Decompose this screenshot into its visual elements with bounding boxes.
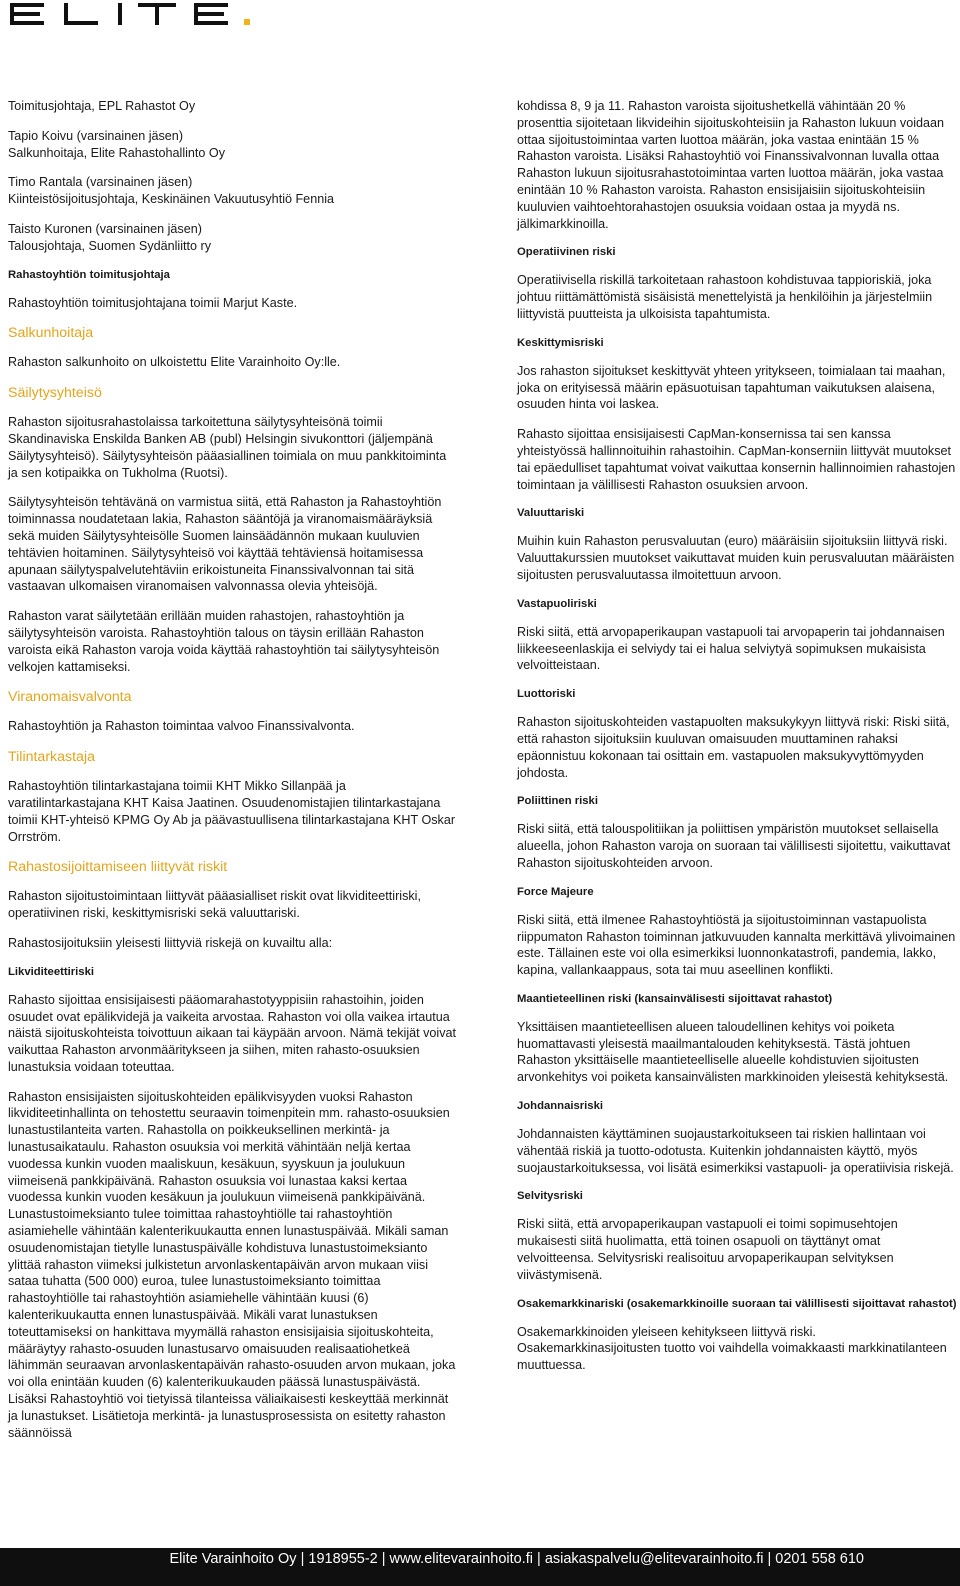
subheading: Likviditeettiriski <box>8 965 95 978</box>
paragraph: Rahaston sijoituskohteiden vastapuolten maksukykyyn liittyvä riski: Riski siitä, että rahaston sijoituksiin kuuluvan omaisuuden muuttaminen rahaksi epäonnistuu kokonaan tai osittain em. vastapuolen maksukyvyttömyyden johdosta. <box>517 715 950 780</box>
paragraph: Yksittäisen maantieteellisen alueen taloudellinen kehitys voi poiketa huomattavasti yleisestä maailmantalouden kehityksestä. Tästä johtuen Rahaston yksittäiselle maantieteelliselle alueelle kohdistuvien sijoitusten arvonkehitys voi poiketa kansainvälisten markkinoiden yleisestä kehityksestä. <box>517 1019 949 1085</box>
text-line: Timo Rantala (varsinainen jäsen) <box>8 175 193 190</box>
paragraph <box>8 174 458 208</box>
subheading: Osakemarkkinariski (osakemarkkinoille suoraan tai välillisesti sijoittavat rahastot) <box>517 1297 957 1310</box>
section-heading: Rahastosijoittamiseen liittyvät riskit <box>8 859 228 876</box>
paragraph: Rahastosijoituksiin yleisesti liittyviä riskejä on kuvailtu alla: <box>8 935 333 950</box>
subheading: Keskittymisriski <box>517 336 604 349</box>
paragraph: Osakemarkkinoiden yleiseen kehitykseen liittyvä riski. Osakemarkkinasijoitusten tuotto voi vaihdella voimakkaasti markkinatilanteen muuttuessa. <box>517 1324 947 1373</box>
paragraph: Riski siitä, että ilmenee Rahastoyhtiöstä ja sijoitustoiminnan vastapuolista riippumaton Rahaston toiminnan jatkuvuuden kannalta merkittävä ylivoimainen este. Tällainen este voi olla esimerkiksi luonnonkatastrofi, pandemia, lakko, kapina, vallankaappaus, sota tai muu aseellinen konflikti. <box>517 912 956 978</box>
paragraph: Rahastoyhtiön ja Rahaston toimintaa valvoo Finanssivalvonta. <box>8 719 355 734</box>
paragraph: Riski siitä, että talouspolitiikan ja poliittisen ympäristön muutokset sellaisella alueella, johon Rahaston varoja on suoraan tai välillisesti sijoitettu, vaikuttavat Rahaston sijoituskohteiden arvoon. <box>517 822 951 870</box>
subheading: Maantieteellinen riski (kansainvälisesti sijoittavat rahastot) <box>517 992 833 1005</box>
paragraph: Rahaston sijoitustoimintaan liittyvät pääasialliset riskit ovat likviditeettiriski, operatiivinen riski, keskittymisriski sekä valuuttariski. <box>8 889 421 921</box>
text-line: Talousjohtaja, Suomen Sydänliitto ry <box>8 238 212 253</box>
subheading: Force Majeure <box>517 885 594 898</box>
paragraph: Rahasto sijoittaa ensisijaisesti CapMan-konsernissa tai sen kanssa yhteistyössä hallinnoituihin rahastoihin. CapMan-konserniin liittyvät muutokset tai epäedulliset tapahtumat voivat vaikuttaa konsernin hallinnoimien rahastojen toimintaan ja välillisesti Rahaston osuuksien arvoon. <box>517 427 956 492</box>
paragraph: Rahaston ensisijaisten sijoituskohteiden epälikvisyyden vuoksi Rahaston likviditeetinhallinta on tehostettu seuraavin toimenpitein mm. rahasto-osuuksien lunastustilanteita varten. Rahastolla on poikkeuksellinen merkintä- ja lunastusaikataulu. Rahaston osuuksia voi merkitä vähintään neljä kertaa vuodessa kunkin vuoden maaliskuun, kesäkuun, syyskuun ja joulukuun viimeisenä pankkipäivänä. Rahaston osuuksia voi lunastaa kaksi kertaa vuodessa kunkin vuoden kesäkuun ja joulukuun viimeisenä pankkipäivänä. Lunastustoimeksianto tulee toimittaa rahastoyhtiölle tai rahastoyhtiön asiamiehelle vähintään kalenterikuukautta ennen lunastuspäivää. Mikäli saman osuudenomistajan tietylle lunastuspäivälle kohdistuva lunastustoimeksianto ylittää rahaston viimeksi julkistetun arvonlaskentapäivän arvon mukaan viisi sataa tuhatta (500 000) euroa, tulee lunastustoimeksianto toimittaa rahastoyhtiölle tai rahastoyhtiön asiamiehelle vähintään kuusi (6) kalenterikuukautta ennen lunastuspäivää. Mikäli varat lunastuksen toteuttamiseksi on hankittava myymällä rahaston ensisijaisia sijoituskohteita, määräytyy rahasto-osuuden lunastusarvo omaisuuden realisaatiohetkeä lähimmän seuraavan arvonlaskentapäivän rahasto-osuuden arvon mukaan, joka voi olla enintään kuuden (6) kalenterikuukauden päässä lunastuspäivästä. Lisäksi Rahastoyhtiö voi tietyissä tilanteissa väliaikaisesti keskeyttää merkinnät ja lunastukset. Lisätietoja merkintä- ja lunastusprosessista on esitetty rahaston säännöissä <box>8 1089 456 1440</box>
paragraph: Toimitusjohtaja, EPL Rahastot Oy <box>8 99 196 113</box>
paragraph <box>8 128 458 162</box>
subheading: Luottoriski <box>517 688 576 701</box>
paragraph: Rahaston varat säilytetään erillään muiden rahastojen, rahastoyhtiön ja säilytysyhteisön varoista. Rahastoyhtiön talous on täysin erillään Rahaston varoista eikä Rahaston varoja voida käyttää rahastoyhtiön tai säilytysyhteisön velkojen kattamiseksi. <box>8 609 440 674</box>
section-heading: Tilintarkastaja <box>8 749 95 766</box>
text-line: Salkunhoitaja, Elite Rahastohallinto Oy <box>8 145 226 160</box>
subheading: Vastapuoliriski <box>517 597 597 610</box>
subheading: Johdannaisriski <box>517 1100 604 1113</box>
paragraph: Säilytysyhteisön tehtävänä on varmistua siitä, että Rahaston ja Rahastoyhtiön toiminnassa noudatetaan lakia, Rahaston sääntöjä ja viranomaismääräyksiä sekä muiden Säilytysyhteisölle Suomen lainsäädännön mukaan kuuluvien tehtävien hoitaminen. Säilytysyhteisö voi käyttää tehtäviensä hoitamisessa apunaan säilytyspalvelutehtäviin erikoistuneita Finanssivalvonnan tai sitä vastaavan ulkomaisen viranomaisen valvonnassa olevia yhteisöjä. <box>8 495 442 594</box>
subheading: Selvitysriski <box>517 1190 583 1203</box>
paragraph <box>8 221 458 255</box>
paragraph: Riski siitä, että arvopaperikaupan vastapuoli tai arvopaperin tai johdannaisen liikkeeseenlaskija ei selviydy tai ei halua selviytyä sopimuksen mukaisista velvoitteistaan. <box>517 624 945 673</box>
paragraph: Rahasto sijoittaa ensisijaisesti pääomarahastotyyppisiin rahastoihin, joiden osuudet ovat epälikvidejä ja vaikeita arvostaa. Rahaston voi olla vaikea irtautua näistä sijoituskohteista toivottuun aikaan tai käypään arvoon. Nämä tekijät voivat vaikuttaa Rahaston arvonmääritykseen ja siihen, miten rahasto-osuuksien lunastuksia voidaan toteuttaa. <box>8 992 457 1074</box>
paragraph: Rahastoyhtiön tilintarkastajana toimii KHT Mikko Sillanpää ja varatilintarkastajana KHT Kaisa Jaatinen. Osuudenomistajien tilintarkastajana toimii KHT-yhteisö KPMG Oy Ab ja päävastuullisena tilintarkastajana KHT Oskar Orrström. <box>8 779 456 844</box>
paragraph: Riski siitä, että arvopaperikaupan vastapuoli ei toimi sopimusehtojen mukaisesti siitä huolimatta, että toinen osapuoli on täyttänyt omat velvoitteensa. Selvitysriski realisoituu arvopaperikaupan selvityksen viivästymisenä. <box>517 1217 898 1282</box>
subheading: Operatiivinen riski <box>517 246 616 259</box>
paragraph: Rahastoyhtiön toimitusjohtajana toimii Marjut Kaste. <box>8 295 298 310</box>
text-line: Taisto Kuronen (varsinainen jäsen) <box>8 221 202 236</box>
paragraph: Jos rahaston sijoitukset keskittyvät yhteen yritykseen, toimialaan tai maahan, joka on erityisessä määrin epäsuotuisan tapahtuman vaikutuksen alaisena, osuuden hinta voi laskea. <box>517 363 946 412</box>
section-heading: Säilytysyhteisö <box>8 385 102 402</box>
left-column <box>8 98 458 1454</box>
right-column <box>517 98 960 1387</box>
footer-bar <box>0 1548 960 1586</box>
text-line: Tapio Koivu (varsinainen jäsen) <box>8 128 184 143</box>
paragraph: Rahaston sijoitusrahastolaissa tarkoitettuna säilytysyhteisönä toimii Skandinaviska Enskilda Banken AB (publ) Helsingin sivukonttori (jäljempänä Säilytysyhteisö). Säilytysyhteisön pääasiallinen toimiala on muu pankkitoiminta ja sen kotipaikka on Tukholma (Ruotsi). <box>8 415 447 480</box>
subheading: Rahastoyhtiön toimitusjohtaja <box>8 268 170 281</box>
subheading: Poliittinen riski <box>517 795 598 808</box>
paragraph: Johdannaisten käyttäminen suojaustarkoitukseen tai riskien hallintaan voi vähentää riskiä ja tuotto-odotusta. Kuitenkin johdannaisten käyttö, myös suojaustarkoituksessa, voi lisätä esimerkiksi vastapuoli- ja operatiivisia riskejä. <box>517 1127 954 1175</box>
section-heading: Salkunhoitaja <box>8 325 94 342</box>
paragraph: Muihin kuin Rahaston perusvaluutan (euro) määräisiin sijoituksiin liittyvä riski. Valuuttakurssien muutokset vaikuttavat muiden kuin perusvaluutan määräisten sijoitusten perusvaluutassa ilmoitettuun arvoon. <box>517 534 955 582</box>
section-heading: Viranomaisvalvonta <box>8 689 132 706</box>
footer-contact-text: Elite Varainhoito Oy | 1918955-2 | www.elitevarainhoito.fi | asiakaspalvelu@elitevarainhoito.fi | 0201 558 610 <box>169 1551 864 1567</box>
paragraph: kohdissa 8, 9 ja 11. Rahaston varoista sijoitushetkellä vähintään 20 % prosenttia sijoitetaan likvideihin sijoituskohteisiin ja Rahaston lukuun voidaan ottaa sijoitustoimintaa varten luottoa määrän, joka vastaa enintään 15 % Rahaston varoista. Lisäksi Rahastoyhtiö voi Finanssivalvonnan luvalla ottaa Rahaston lukuun sijoitusrahastotoimintaa varten luottoa määrän, joka vastaa enintään 10 % Rahaston varoista. Rahaston ensisijaisiin sijoituskohteisiin kuuluvien vaihtoehtorahastojen osuuksia voidaan ostaa ja myydä ns. jälkimarkkinoilla. <box>517 99 945 231</box>
paragraph: Rahaston salkunhoito on ulkoistettu Elite Varainhoito Oy:lle. <box>8 355 341 370</box>
elite-logo <box>10 0 260 26</box>
paragraph: Operatiivisella riskillä tarkoitetaan rahastoon kohdistuvaa tappioriskiä, joka johtuu riittämättömistä sisäisistä menettelyistä ja henkilöihin ja järjestelmiin liittyvistä puutteista ja ulkoisista tapahtumista. <box>517 273 933 321</box>
subheading: Valuuttariski <box>517 507 585 520</box>
text-line: Kiinteistösijoitusjohtaja, Keskinäinen Vakuutusyhtiö Fennia <box>8 192 334 207</box>
